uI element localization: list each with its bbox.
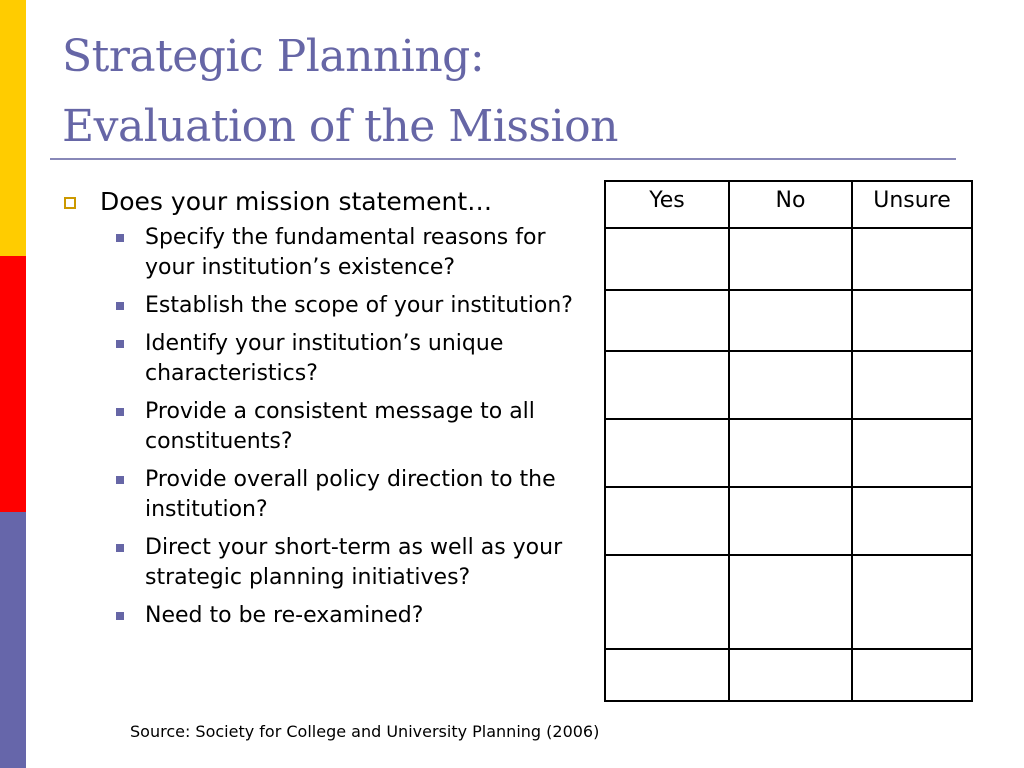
- square-bullet-icon: [116, 612, 124, 620]
- main-bullet: [62, 185, 592, 219]
- hollow-square-bullet-icon: [64, 197, 76, 209]
- sub-bullet-4: [62, 397, 592, 457]
- table-row-divider: [606, 227, 971, 229]
- sub-bullet-list: [62, 223, 592, 631]
- table-column-divider: [728, 182, 730, 700]
- sub-bullet-text: Need to be re-examined?: [145, 603, 424, 628]
- slide-title: [62, 22, 618, 162]
- table-row-divider: [606, 486, 971, 488]
- sub-bullet-text: Provide overall policy direction to the institution?: [145, 467, 556, 522]
- square-bullet-icon: [116, 408, 124, 416]
- table-column-divider: [851, 182, 853, 700]
- table-header-unsure: Unsure: [873, 188, 951, 213]
- table-row-divider: [606, 350, 971, 352]
- accent-side-bar: [0, 0, 26, 768]
- sub-bullet-text: Specify the fundamental reasons for your institution’s existence?: [145, 225, 546, 280]
- table-row-divider: [606, 554, 971, 556]
- accent-red-segment: [0, 256, 26, 512]
- sub-bullet-text: Provide a consistent message to all constituents?: [145, 399, 535, 454]
- square-bullet-icon: [116, 476, 124, 484]
- sub-bullet-5: [62, 465, 592, 525]
- square-bullet-icon: [116, 544, 124, 552]
- square-bullet-icon: [116, 340, 124, 348]
- slide-title-line-1: Strategic Planning:: [62, 31, 485, 82]
- sub-bullet-3: [62, 329, 592, 389]
- slide-title-line-2: Evaluation of the Mission: [62, 101, 618, 152]
- sub-bullet-6: [62, 533, 592, 593]
- sub-bullet-2: [62, 291, 592, 321]
- table-row-divider: [606, 289, 971, 291]
- table-row-divider: [606, 648, 971, 650]
- sub-bullet-text: Direct your short-term as well as your strategic planning initiatives?: [145, 535, 563, 590]
- title-divider: [50, 158, 956, 160]
- accent-purple-segment: [0, 512, 26, 768]
- table-header-no: No: [775, 188, 806, 213]
- square-bullet-icon: [116, 234, 124, 242]
- square-bullet-icon: [116, 302, 124, 310]
- sub-bullet-text: Establish the scope of your institution?: [145, 293, 573, 318]
- sub-bullet-text: Identify your institution’s unique characteristics?: [145, 331, 504, 386]
- table-header-yes: Yes: [649, 188, 685, 213]
- source-citation: Source: Society for College and University Planning (2006): [130, 722, 600, 741]
- sub-bullet-7: [62, 601, 592, 631]
- main-bullet-text: Does your mission statement…: [100, 187, 493, 216]
- accent-yellow-segment: [0, 0, 26, 256]
- table-row-divider: [606, 418, 971, 420]
- response-table: [604, 180, 973, 702]
- sub-bullet-1: [62, 223, 592, 283]
- bullet-list: [62, 185, 592, 639]
